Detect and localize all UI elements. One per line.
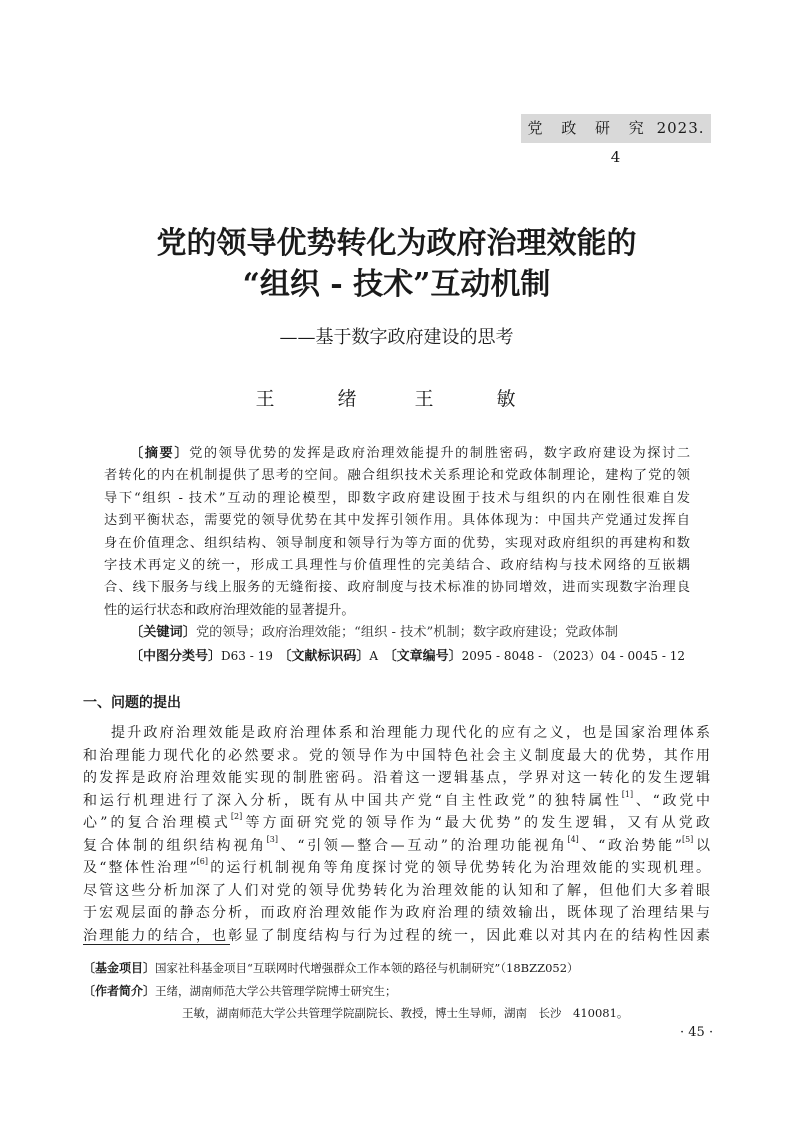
body-text-segment: 治理能力的结合，也彰显了制度结构与行为过程的统一，因此难以对其内在的结构性因素: [83, 927, 710, 944]
abstract-line: [104, 443, 690, 465]
body-line: [83, 835, 710, 858]
abstract-line: 身在价值理念、组织结构、领导制度和领导行为等方面的优势，实现对政府组织的再建构和数: [104, 535, 690, 551]
body-text-segment: 提升政府治理效能是政府治理体系和治理能力现代化的应有之义，也是国家治理体系: [111, 725, 710, 741]
keywords-text: 党的领导；政府治理效能；“组织 - 技术”机制；数字政府建设；党政体制: [195, 625, 618, 641]
footnote-author: [83, 980, 397, 1002]
body-text-segment: 、“引领—整合—互动”的治理功能视角: [277, 837, 568, 854]
abstract: [104, 443, 690, 667]
fund-label: 〔基金项目〕: [83, 961, 156, 975]
doc-code-value: A: [369, 648, 379, 663]
doc-code-label: 〔文献标识码〕: [284, 648, 370, 664]
fund-text: 国家社科基金项目“互联网时代增强群众工作本领的路径与机制研究”（18BZZ052）: [155, 961, 579, 975]
abstract-line: 达到平衡状态，需要党的领导优势在其中发挥引领作用。具体体现为：中国共产党通过发挥自: [104, 513, 690, 529]
abstract-line: 字技术再定义的统一，形成工具理性与价值理性的完美结合、政府结构与技术网络的互嵌耦: [104, 557, 690, 573]
subtitle: ——基于数字政府建设的思考: [279, 327, 514, 348]
abstract-line: 合、线下服务与线上服务的无缝衔接、政府制度与技术标准的协同增效，进而实现数字治理良: [104, 580, 690, 596]
footnote-author-2: 王敏，湖南师范大学公共管理学院副院长、教授，博士生导师，湖南 长沙 410081。: [182, 1006, 629, 1020]
body-line: [83, 880, 710, 903]
journal-issue: 2023. 4: [610, 119, 705, 166]
journal-header: [521, 114, 711, 166]
classification: [104, 645, 690, 667]
abstract-line: 性的运行状态和政府治理效能的显著提升。: [104, 602, 355, 618]
title-line-1: 党的领导优势转化为政府治理效能的: [156, 226, 637, 261]
abstract-label: 〔摘要〕: [130, 446, 190, 461]
body-text-segment: 及“整体性治理”: [83, 860, 197, 876]
title-line-2: “组织 - 技术”互动机制: [242, 267, 551, 302]
body-text-segment: 复合体制的组织结构视角: [83, 837, 267, 854]
author-label: 〔作者简介〕: [83, 984, 156, 998]
citation-ref[interactable]: [2]: [230, 812, 243, 821]
footnote-fund: [83, 957, 579, 979]
clc-value: D63 - 19: [221, 648, 273, 663]
body-line: [83, 722, 710, 745]
body-text-segment: 的运行机制视角等角度探讨党的领导优势转化为治理效能的实现机理。: [208, 860, 710, 876]
citation-ref[interactable]: [1]: [621, 789, 634, 799]
author-1-bio: 王绪，湖南师范大学公共管理学院博士研究生；: [155, 984, 397, 998]
body-text-segment: 和治理能力现代化的必然要求。党的领导作为中国特色社会主义制度最大的优势，其作用: [83, 747, 710, 764]
body-text-segment: 、“政党中: [633, 792, 710, 809]
citation-ref[interactable]: [6]: [196, 857, 209, 866]
body-text-segment: 以: [693, 837, 710, 854]
keywords-label: 〔关键词〕: [130, 625, 196, 641]
body-text-segment: 的发挥是政府治理效能实现的制胜密码。沿着这一逻辑基点，学界对这一转化的发生逻辑: [83, 770, 710, 786]
body-text-segment: 等方面研究党的领导作为“最大优势”的发生逻辑，又有从党政: [242, 815, 710, 831]
article-number-value: 2095 - 8048 - （2023）04 - 0045 - 12: [461, 648, 686, 663]
citation-ref[interactable]: [5]: [681, 834, 694, 844]
citation-ref[interactable]: [4]: [567, 834, 579, 844]
footnote-divider: [83, 944, 230, 945]
body-text-segment: 、“政治势能”: [578, 837, 682, 854]
body-text-segment: 心”的复合治理模式: [83, 815, 231, 831]
body-line: [83, 767, 710, 790]
abstract-line: 导下“组织 - 技术”互动的理论模型，即数字政府建设囿于技术与组织的内在刚性很难自发: [104, 490, 690, 506]
body-line: [83, 812, 710, 835]
body-line: [83, 790, 710, 813]
body-text: [83, 722, 710, 947]
clc-label: 〔中图分类号〕: [130, 648, 222, 664]
page-number: · 45 ·: [680, 1025, 714, 1040]
body-text-segment: 和运行机理进行了深入分析，既有从中国共产党“自主性政党”的独特属性: [83, 792, 622, 809]
author-2: 王 敏: [414, 388, 538, 410]
body-line: [83, 745, 710, 768]
author-1: 王 绪: [255, 388, 379, 410]
abstract-line: 者转化的内在机制提供了思考的空间。融合组织技术关系理论和党政体制理论，建构了党的领: [104, 468, 690, 484]
keywords: [104, 622, 690, 644]
citation-ref[interactable]: [3]: [266, 834, 278, 844]
section-heading: 一、问题的提出: [83, 695, 181, 711]
article-number-label: 〔文章编号〕: [390, 648, 462, 664]
body-text-segment: 尽管这些分析加深了人们对党的领导优势转化为治理效能的认知和了解，但他们大多着眼: [83, 882, 710, 899]
body-line: [83, 857, 710, 880]
abstract-text: 党的领导优势的发挥是政府治理效能提升的制胜密码，数字政府建设为探讨二: [189, 446, 690, 461]
journal-name: 党 政 研 究: [527, 119, 651, 137]
body-line: [83, 902, 710, 925]
authors: [0, 384, 793, 411]
body-text-segment: 于宏观层面的静态分析，而政府治理效能作为政府治理的绩效输出，既体现了治理结果与: [83, 905, 710, 921]
